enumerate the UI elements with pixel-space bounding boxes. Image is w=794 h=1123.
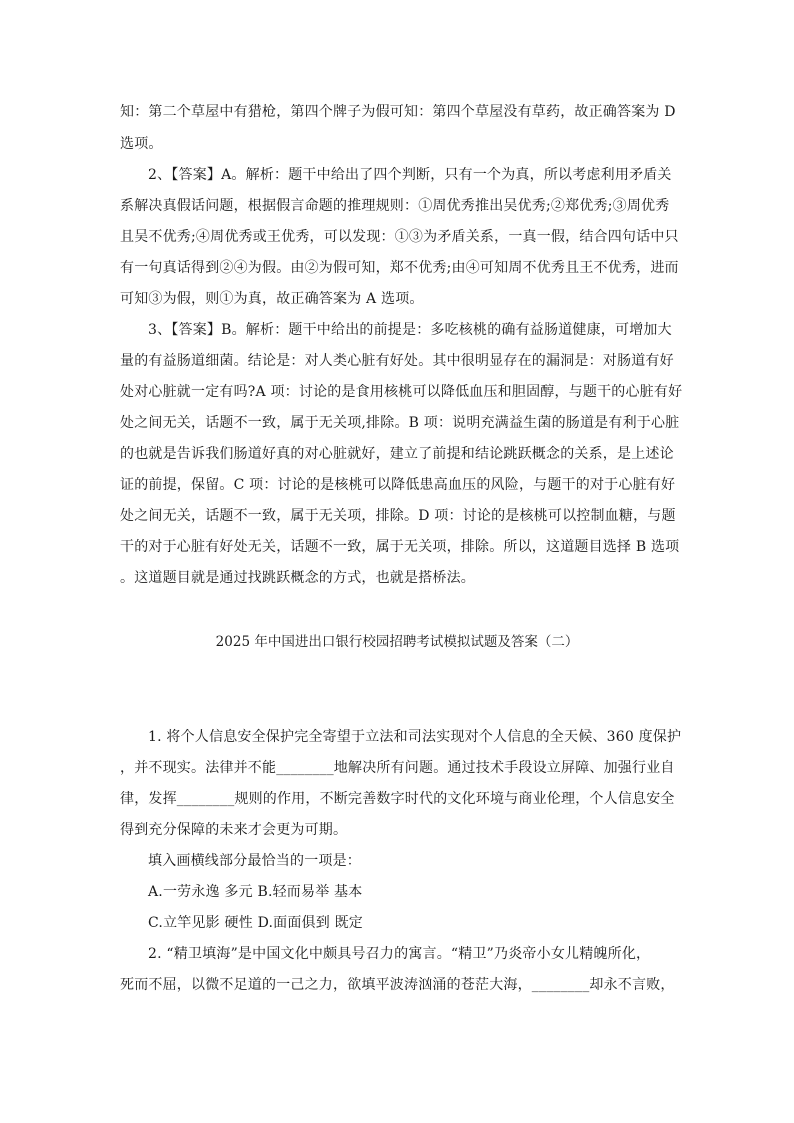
- question-line: 1. 将个人信息安全保护完全寄望于立法和司法实现对个人信息的全天候、360 度保护: [148, 729, 682, 745]
- answer-line: 可知③为假，则①为真，故正确答案为 A 选项。: [120, 291, 424, 307]
- answer-line: 有一句真话得到②④为假。由②为假可知，郑不优秀;由④可知周不优秀且王不优秀，进而: [120, 260, 679, 276]
- answer-line: 处对心脏就一定有吗?A 项：讨论的是食用核桃可以降低血压和胆固醇，与题干的心脏有好: [120, 384, 683, 400]
- answer-line: 3、【答案】B。解析：题干中给出的前提是：多吃核桃的确有益肠道健康，可增加大: [148, 322, 672, 338]
- question-line: ，并不现实。法律并不能________地解决所有问题。通过技术手段设立屏障、加强行业自: [120, 760, 675, 776]
- answer-line: 知：第二个草屋中有猎枪，第四个牌子为假可知：第四个草屋没有草药，故正确答案为 D: [120, 104, 676, 120]
- question-prompt: 填入画横线部分最恰当的一项是：: [148, 853, 361, 869]
- section-title: 2025 年中国进出口银行校园招聘考试模拟试题及答案（二）: [215, 634, 579, 650]
- option-line: C.立竿见影 硬性 D.面面俱到 既定: [148, 915, 363, 931]
- answer-line: 2、【答案】A。解析：题干中给出了四个判断，只有一个为真，所以考虑利用矛盾关: [148, 167, 672, 183]
- answer-line: 处之间无关，话题不一致，属于无关项，排除。D 项：讨论的是核桃可以控制血糖，与题: [120, 508, 676, 524]
- answer-line: 量的有益肠道细菌。结论是：对人类心脏有好处。其中很明显存在的漏洞是：对肠道有好: [120, 353, 674, 369]
- question-line: 律，发挥________规则的作用，不断完善数字时代的文化环境与商业伦理，个人信息安全: [120, 791, 675, 807]
- answer-line: 且吴不优秀;④周优秀或王优秀，可以发现：①③为矛盾关系，一真一假，结合四句话中只: [120, 229, 679, 245]
- answer-line: 干的对于心脏有好处无关，话题不一致，属于无关项，排除。所以，这道题目选择 B 选项: [120, 539, 680, 555]
- answer-line: 证的前提，保留。C 项：讨论的是核桃可以降低患高血压的风险，与题干的对于心脏有好: [120, 477, 676, 493]
- question-line: 死而不屈，以微不足道的一己之力，欲填平波涛汹涌的苍茫大海，________却永不言败，: [120, 977, 675, 993]
- question-line: 得到充分保障的未来才会更为可期。: [120, 822, 348, 838]
- answer-line: 。这道题目就是通过找跳跃概念的方式，也就是搭桥法。: [120, 570, 475, 586]
- answer-line: 的也就是告诉我们肠道好真的对心脏就好，建立了前提和结论跳跃概念的关系，是上述论: [120, 446, 674, 462]
- answer-line: 系解决真假话问题，根据假言命题的推理规则：①周优秀推出吴优秀;②郑优秀;③周优秀: [120, 198, 670, 214]
- answer-line: 处之间无关，话题不一致，属于无关项,排除。B 项：说明充满益生菌的肠道是有利于心脏: [120, 415, 680, 431]
- answer-line: 选项。: [120, 136, 163, 152]
- question-line: 2. “精卫填海”是中国文化中颇具号召力的寓言。“精卫”乃炎帝小女儿精魄所化，: [148, 946, 651, 962]
- option-line: A.一劳永逸 多元 B.轻而易举 基本: [148, 884, 363, 900]
